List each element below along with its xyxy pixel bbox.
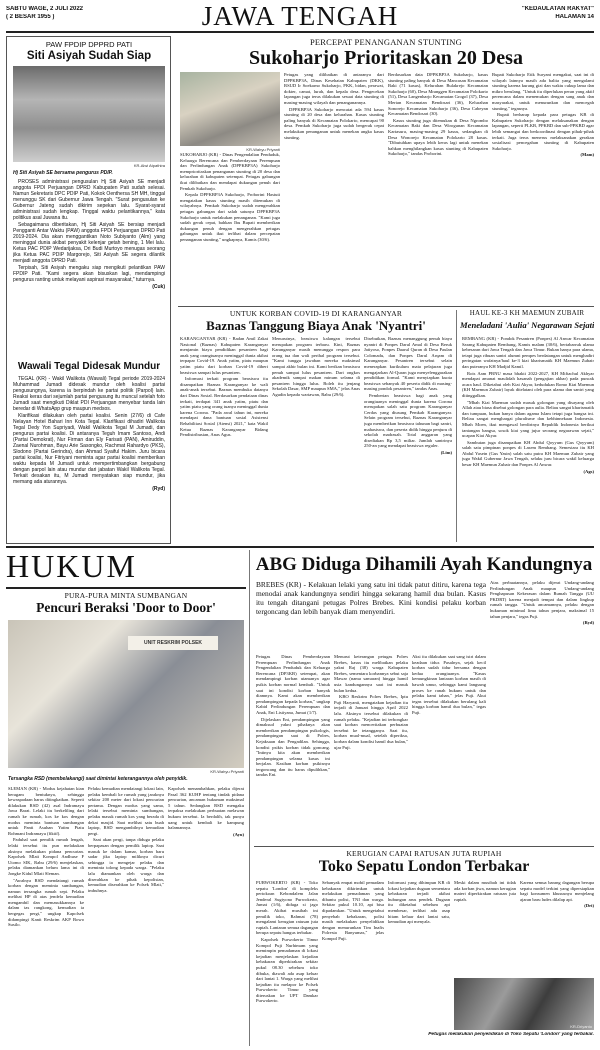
haul-kicker: HAUL KE-3 KH MAEMUN ZUBAIR xyxy=(469,309,585,317)
hukum-photo xyxy=(8,620,244,768)
hukum-photo-sign: UNIT RESKRIM POLSEK xyxy=(128,636,218,650)
baznas-kicker: UNTUK KORBAN COVID-19 DI KARANGANYAR xyxy=(229,309,403,318)
masthead-rule xyxy=(6,31,594,33)
sidebar-body-2: TEGAL (KR) - Wakil Walikota (Wawali) Tegal periode 2019-2024 Muhammad Jumadi didesak mundur oleh koalisi partai pengusungnya, karena ia berpindah ke partai politik (Parpol) lain. Reaksi keras dari sejumlah partai pengusung itu muncul setelah foto Jumadi saat mengikuti Diklat PDI Perjuangan menyebar tanda lain beredar di WhatsApp grup maupun medsos. Klarifikasi dilakukan oleh partai koalisi. Senin (27/6) di Cafe Nelayan Hotel Bahari Inn Kota Tegal. Klarifikasi dihadiri Walikota Tegal Dedy Yon Supriyadi, Wakil Walikota Tegal M Jumadi, dan pengurus partai koalisi. Di antaranya Teguh Imam Santoso, Andi (Partai Demokrat), Nur Firman dan Ely Farisati (PAN), Amiruddin, Zaenal Nurohman, Bayu Arie Sasongko, Rachmat Rahardyo (PKS), Slodono (Partai Gerindra), dan Ahmad Syaiful Hakim. Juru bicara partai koalisi, Nur Fitriyani meminta agar partai koalisi memberikan waktu kepada M Jumadi untuk mempertimbangkan bergabung dengan parpol lain atau mundur dari jabatan Wakil Walikota Tegal. Terkait desakan itu, M Jumadi menyatakan siap mundur, jika memang ada aturannya. (Ryd) xyxy=(13,376,165,492)
sidebar-photo-credit: KR-Alwi Atpathira xyxy=(133,163,165,168)
abg-col-2: Menurut keterangan petugas Polres Brebes, kasus itu melibatkan pelaku yakni Raj (38) warga Kabupaten Brebes, sementara korbannya sebut saja Mawar (nama samaran) hingga hamil usia kandungannya saat ini masuk bulan kedua. KBO Reskrim Polres Brebes, Iptu Puji Haryanti, mengatakan kejadian itu terjadi di Januari hingga April 2022 lalu. Aksinya tersebut dilakukan di rumah pelaku. "Kejadian ini terbongkar saat korban menceritakan perbuatan tersebut ke tetangganya. Saat itu, korban mual-mual, setelah diperiksa, korban dalam kondisi hamil dua bulan," ujar Puji. xyxy=(334,654,408,750)
sidebar-kicker: PAW FPDIP DPPRD PATI xyxy=(45,40,133,49)
hukum-col-1: SLEMAN (KR) - Modus kejahatan kian beragam bentuknya, sehingga kewaspadaan harus ditingkatkan. Seperti dilakukan RSD (42) asal Indramayu Jawa Barat. Lelaki itu berkeliling dari rumah ke rumah, kos ke kos dengan modus meminta bantuan sumbangan untuk Panti Asuhan Yatim Piatu Rohmani Indramayu (fiktif). Paduhal saat pemilik rumah lengah, lelaki tersebut itu pun melakukan aksinya melakukan pidana pencurian. Kapolsek Mlati Kompol Andhuse F Utomo SIK, Rabu (29/6) menjelaskan, pelaku diamankan belum lama ini di Jongke Kidul Mlati Sleman. "Awalnya RSD mendatangi rumah korban dengan meminta sumbangan, namun tersangka rumah sepi. Pelaku melihat HP di atas jendela kemudian mengambil dan memasukkannya ke dalam tas rangkong, kemudian ia bergegas pergi," ungkap Kapolsek didampingi Kanit Reskrim AKP Bowo Susilo. xyxy=(8,786,84,928)
hukum-col-3: Kapolsek menambahkan, pelaku dijerat Pasal 362 KUHP tentang tindak pidana pencurian, ancaman hukuman maksimal 5 tahun. Sedangkan RSD mengaku terpaksa melakukan perbuatan melawan hukum tersebut. Ia berdalih, tak punya uang untuk kembali ke kampung halamannya. (Ayu) xyxy=(168,786,244,837)
toko-caption: Petugas melakukan penyelidikan di Toko Sepatu 'London' yang terbakar. xyxy=(428,1032,594,1037)
abg-title: ABG Diduga Dihamili Ayah Kandungnya xyxy=(255,554,593,575)
masthead-date-jawa: ( 2 BESAR 1955 ) xyxy=(6,14,55,20)
page-number: HALAMAN 14 xyxy=(555,14,594,20)
lead-photo-credit: KR-Wahyu Priyanti xyxy=(246,147,280,152)
toko-rule xyxy=(254,846,594,847)
lead-col-2: Petugas yang dilibatkan di antaranya dari DPPKBP3A, Dinas Kesehatan Kabupaten (DKK), RSUD Ir Soekarno Sukoharjo, PKK, bidan, perawat, dokter, camat, lurah, dan kepala desa. Pengecekan lapangan juga terus dilakukan sesuai data stunting di masing-masing wilayah dan penanganannya. DPPKBP3A Sukoharjo mencatat ada 594 kasus stunting di 20 desa dan kelurahan. Kasus stunting paling banyak di Kecamatan Polokarto, mencapai 90 desa. Pemkab Sukoharjo juga sudah bergerak cepat melakukan penanganan untuk menekan angka kasus stunting. xyxy=(284,72,384,140)
masthead-tagline: "KEDAULATAN RAKYAT" xyxy=(521,6,594,12)
hukum-col-2: Pelaku kemudian mendatangi lokasi lain, pelaku kembali ke rumah yang jaraknya sekitar 200 meter dari lokasi pencurian pertama. Dengan modus yang sama, lelaki tersebut meminta sumbangan, pelaku masuk rumah kos yang berada di dekat masjid. Saat melihat satu buah laptop, RSD mengambilnya kemudian pergi. Saat akan pergi, tanpa diduga pelaku berpapasan dengan pemilik laptop. Saat masuk ke dalam kamar, korban baru sadar jika laptop miliknya dicuri sehingga ia mengejar pelaku dan meminta tolong kepada warga. "Pelaku lalu diamankan oleh warga dan diserahkan ke pihak kepolisian, kemudian diserahkan ke Polsek Mlati," imbuhnya. xyxy=(88,786,164,893)
section-title: JAWA TENGAH xyxy=(201,2,399,30)
toko-col-2: Sebanyak empat mobil pemadam kebakaran dikirimkan untuk melakukan pemadaman yang dibantu polisi, TNI dan warga. Sekitar pukul 10.10, api bisa dipadamkan. "Untuk mengetahui penyebab kebakaran, polisi masih melakukan penyelidikan dengan menurunkan Tim Inafis Polresta Banyumas," jelas Kompol Puji. xyxy=(322,880,384,941)
sidebar-caption: Hj Siti Asiyah SE bersama pengurus PDIP. xyxy=(13,170,113,176)
hukum-kicker: PURA-PURA MINTA SUMBANGAN xyxy=(64,591,188,600)
toko-col-1: PURWOKERTO (KR) - Toko sepatu 'London' di kompleks pertokoan Kebondalem Jalan Jenderal Sugiyono Purwokerto, Jumat (1/6), diduga si jago merah. Akibat musibah ini pemilik toko, Rahmat (78) mengalami kerugian ratusan juta rupiah. Lantaran semua dagangan berupa sepatu hangus terbakar. Kapolsek Purwokerto Timur Kompol Puji Nurhimam yang memimpin pemadaman di lokasi kejadian menjelaskan kejadian kebakaran diperkirakan sekitar pukul 08.30 sebelum toko dibuka, diawali ada asap keluar dari lantai 1. Warga yang melihat kejadian itu melapor ke Polsek Purwokerto Timur yang diteruskan ke UPT Damkar Purwokerto. xyxy=(256,880,318,1004)
baznas-title: Baznas Tanggung Biaya Anak 'Nyantri' xyxy=(206,318,426,333)
masthead-date: SABTU WAGE, 2 JULI 2022 xyxy=(6,6,84,12)
baznas-col-3: Disebutkan, Baznas menanggung penuh biaya nyantri di Ponpes Darul Amal di Desa Beruk Jatiyoso, Ponpes Daarul Quran di Desa Paulan Colomadu, dan Ponpes Darul Arqam di Karanganyar. Pesantren tersebut selain menerapkan kurikulum mata pelajaran juga mengajarkan Al-Quran juga menyelenggarakan pendidikan formal. "Kami menyiapkan kuota beasiswa sebanyak 40 peserta didik di masing-masing pondok pesantren," tandas Anas. Pemberian beasiswa bagi anak yang orangtuanya meninggal dunia karena Corona merupakan salah satu program Karanganyar Cerdas yang diusung Pemkab Karanganyar. Selain program tersebut, Baznas Karanganyar juga memberikan beasiswa tahunan bagi santri, mahasiswa, dan peserta didik hingga penjuru di sekolah madrasah. Total anggaran yang disediakan Rp 3,5 miliar. Jumlah santrinya 250-an yang mendapat beasiswa reguler. (Lim) xyxy=(364,336,452,455)
haul-title: Meneladani 'Aulia' Negarawan Sejati xyxy=(460,320,594,330)
toko-title: Toko Sepatu London Terbakar xyxy=(318,858,530,875)
baznas-col-1: KARANGANYAR (KR) - Badan Amil Zakat Nasional (Baznas) Kabupaten Karanganyar menjamin biaya pendidikan pesantren bagi anak yang orangtuanya meninggal dunia akibat terpapar Covid-19. Anak yatim, piatu maupun yatim piatu dari korban Covid-19 diberi beasiswa sampai lulus pesantren. Informasi terkait program beasiswa itu disampaikan Baznas Karanganyar ke wali anak-anak tersebut. Baznas membuka datanya dari Dinas Sosial. Berdasarkan pendataan dinas terkait, terdapat 341 anak yatim, piatu dan yatim piatu yang orang tuanya meninggal dunia karena Corona. "Pada awal tahun ini, mereka mendapat dana bantuan sosial Asistensi Rehabilitasi Sosial (Atensi) 2021," kata Wakil Ketua Baznas Karanganyar Bidang Pendistribusian, Anas Agus. xyxy=(180,336,268,438)
hukum-title: Pencuri Beraksi 'Door to Door' xyxy=(36,600,216,615)
lead-col-1: SUKOHARJO (KR) - Dinas Pengendalian Penduduk, Keluarga Berencana dan Pemberdayaan Perempuan dan Perlindungan Anak (DPPKBP3A) Sukoharjo memprioritaskan penanganan stunting di 20 desa dan kelurahan di kabupaten setempat. Petugas gabungan ikut dilibatkan dan mendapat dukungan penuh dari Pemkab Sukoharjo. Kepala DPPKBP3A Sukoharjo, Proborini Hastuti mengatakan kasus stunting masih ditemukan di wilayahnya. Pemkab Sukoharjo sudah mengerahkan petugas gabungan dari salah satunya DPPKBP3A Sukoharjo untuk melakukan penanganan. "Kami juga sudah gerak cepat, bahkan Ibu Bupati memberikan dukungan penuh dengan mengerahkan petugas gabungan untuk ikut terlibat dalam percepatan penanganan stunting," ungkapnya, Kamis (30/6). xyxy=(180,152,280,242)
lead-photo xyxy=(180,72,280,146)
hukum-label-rule xyxy=(6,587,246,589)
hukum-divider xyxy=(249,550,250,1046)
lead-col-3: Berdasarkan data DPPKBP3A Sukoharjo, kasus stunting paling banyak di Desa Mancasan Kecamatan Baki (71 kasus), Kelurahan Bulakrejo Kecamatan Sukoharjo (60), Desa Mranggen Kecamatan Polokarto (51), Desa Langenharjo Kecamatan Grogol (37), Desa Mertan Kecamatan Bendosari (36), Kelurahan Sonorejo Kecamatan Sukoharjo (36), Desa Cabeyan Kecamatan Bendosari (30). Kasus stunting juga ditemukan di Desa Ngrombo Kecamatan Baki dan Desa Wirogunan Kecamatan Kartasura, masing-masing 29 kasus, sedangkan di Desa Wonorejo Kecamatan Polokarto 28 kasus. "Dibutuhkan upaya lebih keras lagi untuk menekan bahkan menghilangkan kasus stunting di Kabupaten Sukoharjo," tandas Proborini. xyxy=(388,72,488,157)
haul-body: REMBANG (KR) - Pondok Pesantren (Ponpes) Al Anwar Kecamatan Sarang Kabupaten Rembang, Kamis malam (30/6), bertabarruk ulama kebesaran dari Jawa Tengah dan Jawa Timur. Bukan hanya para ulama, tetapi juga ribuan santri alumni pempes berdatangan untuk menghadiri peringatan wafatnya/haul ke-3 kiai kharismatik KH Maemun Zubair dan puteranya KH Madjid Kamil. Rois Aam PBNU masa bhakti 2022-2027, KH Miftachul Akhyar mendapat amanat maulidah hasanah (pengajian akbar) pada puncak acara haul. Diketahui oleh Kiai Akyar, kedudukan Romo Kiai Maemun (KH Maemun Zubair) layak ditelatani oleh para ulama dan santri yang ditinggalkan. "Mbah Kiai Maemun sudah masuk golongan yang disayang oleh Allah atau biasa disebut golongan para aulia. Beliau sangat kharismatik dan tumpuan, bukan hanya dalam agama Islam tetapi juga bangsa ini. Beliau sangat menghargai pluralisme dan kebhinnekaan Indonesia. Mbah Moen, ikut mengawal berdirinya Republik Indonesia berikut tantangan bangsa, sosok kiai yang jujur seorang negarawan sejati," ucapan Kiai Akyar. Sambutan juga disampaikan KH Abdul Qoyyum (Gus Qoyyum) salah satu pimpinan ponpes di Lasem Rembang. Semestara itu KH Abdul Yasein (Gus Yasin) salah satu putra KH Maemun Zubair yang juga Wakil Gubernur Jawa Tengah, selaku juru bicara wakil keluarga besar KH Maemun Zubair dan Ponpes Al Anwar. (Ags) xyxy=(462,336,594,474)
baznas-col-2: Menurutnya, beasiswa kalangan tersebut merupakan program terbaru. Kini, Baznas Karanganyar masih menunggu respon para orang tua dan wali perihal program tersebut. "Kami tunggu jawaban mereka maksimal sampai akhir bulan ini. Kami berikan beasiswa penuh sampai lulus pesantren. Dari ongkos akademik sampai makan minum selama di pesantren hingga lulus. Boleh itu jenjang Sekolah Dasar, SMP maupun SMA," jelas Anas Agudin kepada wartawan, Rabu (29/6). xyxy=(272,336,360,397)
toko-col-4: Meski dalam musibah ini tidak ada korban jiwa, namun kerugian materi diperkirakan ratusan juta rupiah. xyxy=(454,880,516,902)
lead-kicker: PERCEPAT PENANGANAN STUNTING xyxy=(309,38,462,47)
toko-photo-credit: KR-Driyanto xyxy=(570,1024,592,1029)
lead-col-4: Bupati Sukoharjo Etik Suryani mengakui, saat ini di wilayah lainnya masih ada balita yang mengalami stunting karena kurang gizi dan waktu cukup lama dan mikro berulang. "Untuk itu diperlukan peran yang aktif perencana dalam menemukan dengan sang anak dan masyarakat, untuk menurunkan dan mencegah stunting," tegasnya. Bupati berharap kepada para petugas KB di Kabupaten Sukoharjo dengan melaksanakan dengan lapangan, seperti PLKB, PPKBD dan sub-PPKBD agar lebih semangat dan berkoordinasi dengan pihak-pihak terkait. Juga terus menerus melaksanakan gerakan sosialisasi pencegahan stunting di Kabupaten Sukoharjo. (Mam) xyxy=(492,72,594,158)
abg-col-4: Atas perbuatannya, pelaku dijerat Undang-undang Perlindungan Anak maupun Undang-undang Penghapusan Kekerasan dalam Rumah Tangga (UU PKDRT) karena menjadi tempat dan dalam lingkup rumah tangga. "Untuk ancamannya, pelaku dengan hukuman minimal lima tahun penjara, maksimal 15 tahun penjara," tegas Puji. (Ryd) xyxy=(490,580,594,626)
hukum-photo-credit: KR-Wahyu Priyanti xyxy=(210,769,244,774)
abg-col-1: Petugas Dinas Pemberdayaan Perempuan Perlindungan Anak Pengendalian Penduduk dan Keluarga Berencana (DP3KB) setempat, akan mendampingi korban utamanya agar psikis korban normal kembali. "Untuk saat ini kondisi korban banyak diamnya. Kami akan memberikan pendampingan kepada korban," ungkap Kabid Perlindungan Perempuan dan Anak, Eni Listiyana, Jumat (1/7). Dijelaskan Eni, pendampingan yang dimaksud yakni pihaknya akan memberikan pendampingan psikologis, pendampingan saat di Polres, Kejaksaan dan Pengadilan. Sehingga, kondisi psikis korban tidak goncang. "Intinya kita akan memberikan pendampingan selama kasus ini berjalan. Kasihan korban psikisnya tergoncang dan itu harus dipulihkan," tandas Eni. xyxy=(256,654,330,778)
sidebar-box xyxy=(6,36,171,544)
abg-lead: BREBES (KR) - Kelakuan lelaki yang satu ini tidak patut ditiru, karena tega menodai anak kandungnya sendiri hingga sekarang hamil dua bulan. Kasus itu tengah ditangani petugas Polres Brebes. Kini kondisi pelaku korban tergoncang dan lebih banyak diam menyendiri. xyxy=(256,580,486,616)
toko-col-5: Karena semua barang dagangan berupa sepatu model terkini yang dipersiapkan bagi konsumen khususnya menjelang ajaran baru ludes dilalap api. (Dri) xyxy=(520,880,594,909)
hukum-caption: Tersangka RSD (membelakangi) saat dimintai keterangannya oleh penyidik. xyxy=(8,776,188,782)
sidebar-title: Siti Asiyah Sudah Siap xyxy=(26,50,152,62)
hukum-section-label: HUKUM xyxy=(6,548,137,584)
toko-photo xyxy=(454,978,594,1030)
abg-col-3: Aksi itu dilakukan saat sang istri dalam keadaan tidur. Pasalnya, sejak kecil korban sudah tidur bersama dengan kedua orangtuanya. "Kasus kemungkinan lantaran korban masih di bawah umur, sehingga kami langsung proses ke ranah hukum untuk dan pelaku kami tahan," jelas Puji. Akui tegas tersebut dilakukan berulang kali hingga korban hamil dua bulan," tegas Puji. xyxy=(412,654,486,715)
baznas-divider xyxy=(456,310,457,542)
lead-rule xyxy=(178,306,594,307)
sidebar-photo xyxy=(13,66,165,162)
lead-title: Sukoharjo Prioritaskan 20 Desa xyxy=(249,47,523,69)
sidebar-title-2: Wawali Tegal Didesak Mundur xyxy=(17,361,161,372)
toko-kicker: KERUGIAN CAPAI RATUSAN JUTA RUPIAH xyxy=(346,849,502,858)
sidebar-body: PROSES administrasi pengusulan Hj Siti Asiyah SE menjadi anggota FPDI Perjuangan DPRD Kabupaten Pati sudah selesai. Namun Sekretaris DPC PDIP Pati, Kokok Oenthersa SH MH, tinggal menunggu SK dari Gubernur Jawa Tengah. "Surat pengusulan ke Gubernur Jateng sudah dikirim sepekan lalu. Syarat-syarat administrasi sudah lengkap. Tinggal waktu pelantikannya," kata politikus asal Juwana itu. Sebagaimana diberitakan, Hj Siti Asiyah SE bersiap menjadi Pengganti Antar Waktu (PAW) anggota FPDI Perjuangan DPRD Pati 2019-2024. Dia akan menggantikan Noto Subiyanto (Alm) yang meninggal dunia akibat penyakit kelenjar getah bening, 1 Mei lalu. Ketua PAC PDIP Wedarijaksa, Dri Budi Murtoyo menugas seorang jika Ketua PAC PDIP Margorejo, Siti Asiyah SE segera dilantik menjadi anggota DPRD Pati. Terpisah, Siti Asiyah mengaku siap mengikuti pelantikan PAW FPDIP Pati. "Kami segera akan bisuskan lagi, mendampingi pengurus ranting untuk melayani aspirasi masyarakat," tuturnya. (Cuk) xyxy=(13,179,165,290)
toko-col-3: Informasi yang dihimpun KR di lokasi kejadian dugaan sementara kebakaran terjadi akibat hubungan arus pendek. Dugaan itu diketahui sebelum api membesar, terlihat ada asap hitam keluar dari lantai satu, kemudian api menyala. xyxy=(388,880,450,925)
